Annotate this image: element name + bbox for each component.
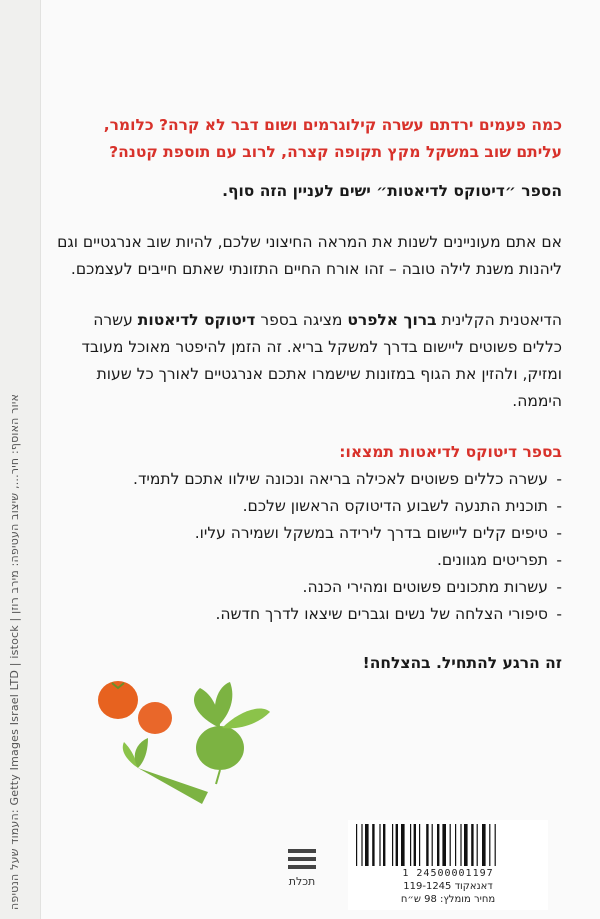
publisher-mark-icon — [287, 848, 317, 870]
paragraph-author-part3: עשרה כללים פשוטים ליישום בדרך למשקל בריא. זה הזמן להיפטר מאוכל מעובד ומזיק, ולהזין את הגוף במזונות שישמרו אתכם אנרגטיים לאורך כל שעות היממה. — [81, 311, 562, 410]
paragraph-author — [57, 307, 562, 415]
barcode-bar — [361, 824, 362, 866]
publisher-logo — [280, 848, 324, 888]
barcode-bar — [489, 824, 490, 866]
tomato-icon — [138, 702, 172, 734]
barcode-bar — [442, 824, 446, 866]
spine-credits: העמוד שעל הנטיפה: Getty Images Israel LTD | istock | איור האוסף: חיר..., שיצוב העטיפה: מירב רוזן — [8, 393, 21, 910]
barcode-bar — [437, 824, 439, 866]
barcode-bar — [392, 824, 393, 866]
features-list — [57, 466, 562, 628]
barcode-bar — [419, 824, 420, 866]
barcode-bar — [372, 824, 374, 866]
barcode-icon — [356, 824, 540, 866]
barcode-bar — [455, 824, 456, 866]
list-header-book: דיטוקס לדיאטות — [399, 443, 518, 461]
recommended-price: מחיר מומלץ: 98 ש״ח — [400, 894, 496, 905]
publisher-name: תכלת — [288, 875, 316, 888]
vegetables-illustration — [90, 680, 290, 810]
list-item: - עשרה כללים פשוטים לאכילה בריאה ונכונה שילוו אתכם לתמיד. — [57, 466, 562, 493]
barcode-bar — [383, 824, 385, 866]
barcode-bar — [396, 824, 398, 866]
barcode-bar — [356, 824, 357, 866]
barcode-panel — [348, 820, 548, 910]
intro-question: כמה פעמים ירדתם עשרה קילוגרמים ושום דבר לא קרה? כלומר, עליתם שוב במשקל מקץ תקופה קצרה, לרוב עם תוספת קטנה? — [103, 116, 562, 161]
barcode-bar — [482, 824, 486, 866]
lead-statement: הספר ״דיטוקס לדיאטות״ ישים לעניין הזה סוף. — [222, 182, 562, 200]
barcode-bar — [410, 824, 411, 866]
paragraph-author-part1: הדיאטנית הקלינית — [436, 311, 562, 329]
paragraph-lifestyle: אם אתם מעוניינים לשנות את המראה החיצוני שלכם, להיות שוב אנרגטיים וגם ליהנות משנת לילה טובה – זהו אורח החיים התזונתי שאתם חייבים לעצמכם. — [57, 233, 562, 278]
list-item: - עשרות מתכונים פשוטים ומהירי הכנה. — [57, 574, 562, 601]
closing-line: זה הרגע להתחיל. בהצלחה! — [362, 654, 562, 672]
carrot-icon — [123, 738, 208, 804]
barcode-bar — [477, 824, 478, 866]
list-item: - תפריטים מגוונים. — [57, 547, 562, 574]
barcode-bar — [460, 824, 461, 866]
blurb — [57, 112, 562, 677]
barcode-code: דאנאקוד 119-1245 — [403, 881, 493, 892]
barcode-bar — [495, 824, 496, 866]
barcode-number: 1 24500001197 — [402, 868, 494, 879]
barcode-bar — [401, 824, 405, 866]
barcode-bar — [432, 824, 433, 866]
barcode-bar — [414, 824, 416, 866]
barcode-bar — [426, 824, 428, 866]
list-header-prefix: בספר — [517, 443, 562, 461]
book-title: דיטוקס לדיאטות — [137, 311, 256, 329]
list-item: - סיפורי הצלחה של נשים וגברים שיצאו לדרך חדשה. — [57, 601, 562, 628]
list-item: - תוכנית התנעה לשבוע הדיטוקס הראשון שלכם. — [57, 493, 562, 520]
spine — [0, 0, 41, 919]
barcode-bar — [464, 824, 468, 866]
barcode-bar — [471, 824, 473, 866]
list-item: - טיפים קלים ליישום בדרך לירידה במשקל ושמירה עליו. — [57, 520, 562, 547]
barcode-bar — [379, 824, 380, 866]
author-name: ברוך אלפרט — [347, 311, 437, 329]
barcode-bar — [450, 824, 451, 866]
list-header-suffix: תמצאו: — [339, 443, 400, 461]
paragraph-author-part2: מציגה בספר — [255, 311, 348, 329]
beet-icon — [194, 682, 270, 784]
list-header — [57, 439, 562, 466]
barcode-bar — [365, 824, 369, 866]
